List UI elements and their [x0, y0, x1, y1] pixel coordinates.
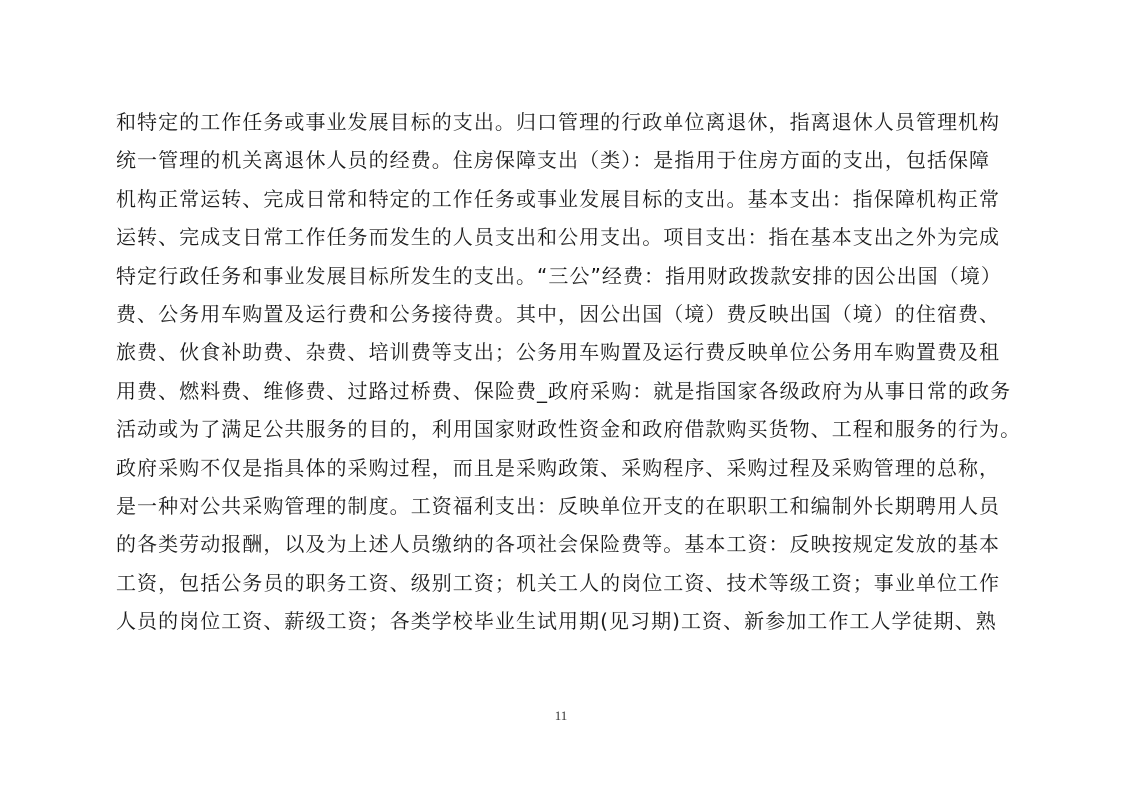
text-line: 和特定的工作任务或事业发展目标的支出。归口管理的行政单位离退休，指离退休人员管理机构: [116, 110, 1001, 134]
text-line: 是一种对公共采购管理的制度。工资福利支出：反映单位开支的在职职工和编制外长期聘用人员: [116, 493, 1001, 518]
text-line: 活动或为了满足公共服务的目的，利用国家财政性资金和政府借款购买货物、工程和服务的行为。: [116, 417, 1022, 442]
text-line: 机构正常运转、完成日常和特定的工作任务或事业发展目标的支出。基本支出：指保障机构正常: [116, 186, 1001, 211]
text-line: 统一管理的机关离退休人员的经费。住房保障支出（类）：是指用于住房方面的支出，包括保障: [116, 148, 991, 173]
text-line: 费、公务用车购置及运行费和公务接待费。其中，因公出国（境）费反映出国（境）的住宿费、: [116, 301, 1001, 326]
text-line: 工资，包括公务员的职务工资、级别工资；机关工人的岗位工资、技术等级工资；事业单位工作: [116, 570, 1001, 595]
text-line: 特定行政任务和事业发展目标所发生的支出。“三公”经费：指用财政拨款安排的因公出国（境）: [116, 263, 1002, 288]
text-line: 用费、燃料费、维修费、过路过桥费、保险费_政府采购：就是指国家各级政府为从事日常的政务: [116, 378, 1012, 403]
text-line: 旅费、伙食补助费、杂费、培训费等支出；公务用车购置及运行费反映单位公务用车购置费及租: [116, 340, 1001, 365]
body-text: [116, 103, 1022, 640]
text-line: 的各类劳动报酬，以及为上述人员缴纳的各项社会保险费等。基本工资：反映按规定发放的基本: [116, 532, 1001, 557]
page-number: 11: [554, 708, 568, 723]
text-line: 运转、完成支日常工作任务而发生的人员支出和公用支出。项目支出：指在基本支出之外为完成: [116, 225, 1001, 250]
text-line: 政府采购不仅是指具体的采购过程，而且是采购政策、采购程序、采购过程及采购管理的总称，: [116, 455, 1001, 480]
text-line: 人员的岗位工资、薪级工资；各类学校毕业生试用期(见习期)工资、新参加工作工人学徒期、熟: [116, 609, 997, 634]
